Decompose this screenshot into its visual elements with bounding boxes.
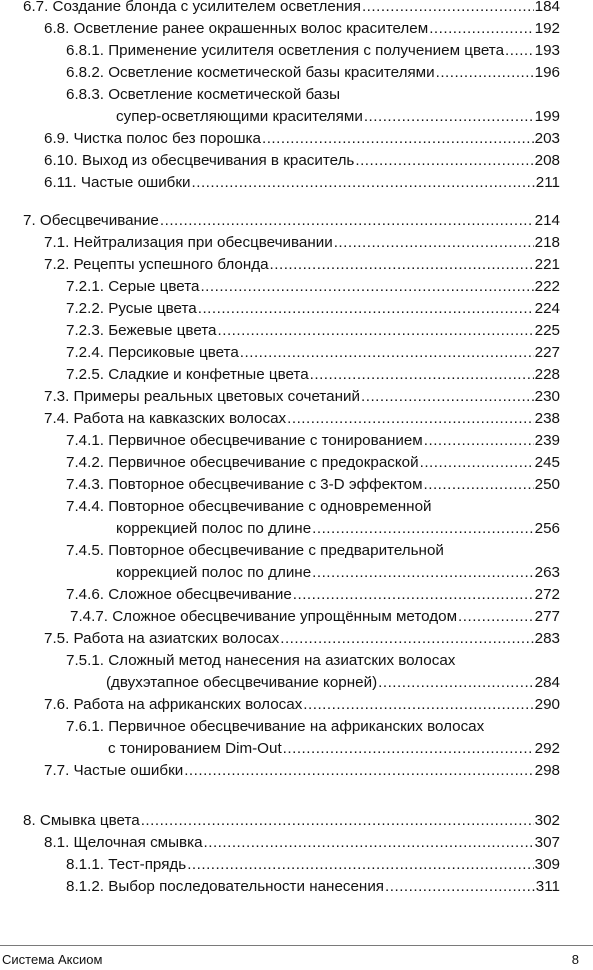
toc-entry-page: 283 bbox=[534, 630, 560, 647]
toc-entry-page: 208 bbox=[534, 152, 560, 169]
toc-entry-title: 7.5. Работа на азиатских волосах bbox=[44, 630, 280, 647]
toc-entry bbox=[0, 496, 432, 518]
toc-entry bbox=[0, 738, 560, 760]
toc-entry-page: 224 bbox=[534, 300, 560, 317]
toc-entry bbox=[0, 276, 560, 298]
toc-entry bbox=[0, 716, 484, 738]
dot-leader bbox=[334, 232, 534, 254]
footer-divider bbox=[0, 945, 593, 946]
toc-entry-title: 7.4.5. Повторное обесцвечивание с предварительной bbox=[66, 542, 444, 559]
toc-entry-page: 263 bbox=[534, 564, 560, 581]
toc-entry-page: 227 bbox=[534, 344, 560, 361]
toc-entry bbox=[0, 386, 560, 408]
dot-leader bbox=[385, 876, 535, 898]
toc-entry bbox=[0, 518, 560, 540]
toc-entry-title: 6.8.2. Осветление косметической базы красителями bbox=[66, 64, 435, 81]
toc-entry bbox=[0, 810, 560, 832]
dot-leader bbox=[312, 562, 534, 584]
toc-entry-page: 239 bbox=[534, 432, 560, 449]
toc-entry-title: 7. Обесцвечивание bbox=[23, 212, 159, 229]
dot-leader bbox=[160, 210, 534, 232]
toc-entry-page: 192 bbox=[534, 20, 560, 37]
toc-entry-title: супер-осветляющими красителями bbox=[116, 108, 363, 125]
toc-entry bbox=[0, 628, 560, 650]
toc-entry bbox=[0, 672, 560, 694]
toc-entry-page: 221 bbox=[534, 256, 560, 273]
toc-entry-page: 290 bbox=[534, 696, 560, 713]
toc-entry-title: 7.2. Рецепты успешного блонда bbox=[44, 256, 269, 273]
toc-entry bbox=[0, 408, 560, 430]
dot-leader bbox=[184, 760, 533, 782]
toc-entry-title: 6.9. Чистка полос без порошка bbox=[44, 130, 261, 147]
dot-leader bbox=[429, 18, 533, 40]
toc-entry bbox=[0, 254, 560, 276]
toc-entry-page: 311 bbox=[535, 878, 560, 895]
dot-leader bbox=[293, 584, 534, 606]
toc-entry-page: 307 bbox=[534, 834, 560, 851]
toc-entry bbox=[0, 0, 560, 18]
dot-leader bbox=[198, 298, 534, 320]
toc-entry bbox=[0, 430, 560, 452]
dot-leader bbox=[240, 342, 534, 364]
toc-entry-page: 196 bbox=[534, 64, 560, 81]
toc-entry-title: 6.8. Осветление ранее окрашенных волос красителем bbox=[44, 20, 429, 37]
toc-entry-title: 7.4.6. Сложное обесцвечивание bbox=[66, 586, 292, 603]
toc-entry-title: 6.7. Создание блонда с усилителем осветления bbox=[23, 0, 361, 15]
toc-entry-title: 7.4.3. Повторное обесцвечивание с 3-D эффектом bbox=[66, 476, 423, 493]
toc-entry-title: 8.1.1. Тест-прядь bbox=[66, 856, 187, 873]
toc-entry-title: коррекцией полос по длине bbox=[116, 564, 312, 581]
dot-leader bbox=[436, 62, 534, 84]
toc-entry bbox=[0, 584, 560, 606]
toc-entry-title: 8.1. Щелочная смывка bbox=[44, 834, 203, 851]
dot-leader bbox=[204, 832, 534, 854]
dot-leader bbox=[141, 810, 534, 832]
toc-entry-page: 193 bbox=[534, 42, 560, 59]
toc-entry-page: 292 bbox=[534, 740, 560, 757]
toc-entry-page: 284 bbox=[534, 674, 560, 691]
toc-entry-title: 7.7. Частые ошибки bbox=[44, 762, 184, 779]
toc-entry-page: 230 bbox=[534, 388, 560, 405]
dot-leader bbox=[310, 364, 534, 386]
dot-leader bbox=[505, 40, 534, 62]
toc-entry-page: 225 bbox=[534, 322, 560, 339]
dot-leader bbox=[303, 694, 533, 716]
toc-entry-title: коррекцией полос по длине bbox=[116, 520, 312, 537]
toc-entry-page: 203 bbox=[534, 130, 560, 147]
toc-entry-title: 7.4.7. Сложное обесцвечивание упрощённым методом bbox=[70, 608, 458, 625]
toc-entry-title: 7.2.1. Серые цвета bbox=[66, 278, 200, 295]
toc-entry bbox=[0, 562, 560, 584]
dot-leader bbox=[420, 452, 534, 474]
toc-entry-page: 245 bbox=[534, 454, 560, 471]
toc-entry-title: 7.6.1. Первичное обесцвечивание на африканских волосах bbox=[66, 718, 485, 735]
dot-leader bbox=[192, 172, 535, 194]
dot-leader bbox=[270, 254, 534, 276]
toc-entry-page: 256 bbox=[534, 520, 560, 537]
toc-entry bbox=[0, 694, 560, 716]
toc-entry-title: 8.1.2. Выбор последовательности нанесения bbox=[66, 878, 385, 895]
toc-entry-page: 211 bbox=[535, 174, 560, 191]
toc-entry bbox=[0, 760, 560, 782]
toc-entry-page: 222 bbox=[534, 278, 560, 295]
toc-entry-title: 7.6. Работа на африканских волосах bbox=[44, 696, 303, 713]
toc-entry bbox=[0, 40, 560, 62]
toc-entry bbox=[0, 232, 560, 254]
toc-entry-title: 7.1. Нейтрализация при обесцвечивании bbox=[44, 234, 333, 251]
dot-leader bbox=[280, 628, 533, 650]
toc-entry-title: 6.11. Частые ошибки bbox=[44, 174, 191, 191]
toc-entry-title: 7.4. Работа на кавказских волосах bbox=[44, 410, 287, 427]
toc-entry-page: 214 bbox=[534, 212, 560, 229]
dot-leader bbox=[362, 0, 534, 18]
toc-entry-title: 7.4.2. Первичное обесцвечивание с предокраской bbox=[66, 454, 419, 471]
dot-leader bbox=[364, 106, 534, 128]
dot-leader bbox=[283, 738, 534, 760]
toc-entry bbox=[0, 320, 560, 342]
toc-entry bbox=[0, 172, 560, 194]
toc-entry-page: 238 bbox=[534, 410, 560, 427]
toc-entry-page: 298 bbox=[534, 762, 560, 779]
toc-entry bbox=[0, 342, 560, 364]
toc-entry-page: 302 bbox=[534, 812, 560, 829]
footer-page-number: 8 bbox=[571, 952, 579, 967]
toc-entry bbox=[0, 854, 560, 876]
toc-entry-title: 6.10. Выход из обесцвечивания в краситель bbox=[44, 152, 355, 169]
toc-entry bbox=[0, 650, 455, 672]
toc-entry bbox=[0, 106, 560, 128]
toc-entry-page: 228 bbox=[534, 366, 560, 383]
toc-entry bbox=[0, 18, 560, 40]
toc-entry bbox=[0, 62, 560, 84]
toc-entry bbox=[0, 540, 444, 562]
toc-entry-title: 7.2.4. Персиковые цвета bbox=[66, 344, 239, 361]
footer-publisher: Система Аксиом bbox=[2, 952, 103, 967]
toc-entry bbox=[0, 474, 560, 496]
toc-entry bbox=[0, 84, 340, 106]
toc-entry-title: 7.3. Примеры реальных цветовых сочетаний bbox=[44, 388, 360, 405]
toc-entry-page: 250 bbox=[534, 476, 560, 493]
dot-leader bbox=[287, 408, 534, 430]
dot-leader bbox=[200, 276, 533, 298]
toc-entry bbox=[0, 606, 560, 628]
toc-entry bbox=[0, 298, 560, 320]
toc-entry-page: 309 bbox=[534, 856, 560, 873]
toc-entry-title: 8. Смывка цвета bbox=[23, 812, 140, 829]
toc-entry-page: 272 bbox=[534, 586, 560, 603]
toc-entry-title: 7.5.1. Сложный метод нанесения на азиатских волосах bbox=[66, 652, 456, 669]
toc-entry-title: 6.8.3. Осветление косметической базы bbox=[66, 86, 341, 103]
toc-entry bbox=[0, 876, 560, 898]
dot-leader bbox=[424, 430, 534, 452]
toc-entry bbox=[0, 128, 560, 150]
dot-leader bbox=[218, 320, 534, 342]
dot-leader bbox=[312, 518, 534, 540]
dot-leader bbox=[424, 474, 534, 496]
toc-entry-page: 277 bbox=[534, 608, 560, 625]
toc-entry-title: 7.4.4. Повторное обесцвечивание с одновременной bbox=[66, 498, 432, 515]
toc-entry bbox=[0, 364, 560, 386]
toc-entry-title: 7.2.3. Бежевые цвета bbox=[66, 322, 217, 339]
dot-leader bbox=[187, 854, 533, 876]
toc-entry-title: с тонированием Dim-Out bbox=[108, 740, 282, 757]
dot-leader bbox=[361, 386, 534, 408]
toc-entry bbox=[0, 150, 560, 172]
toc-entry bbox=[0, 210, 560, 232]
toc-entry-title: (двухэтапное обесцвечивание корней) bbox=[106, 674, 378, 691]
toc-entry-title: 6.8.1. Применение усилителя осветления с получением цвета bbox=[66, 42, 505, 59]
toc-entry bbox=[0, 452, 560, 474]
toc-entry-title: 7.2.5. Сладкие и конфетные цвета bbox=[66, 366, 309, 383]
dot-leader bbox=[355, 150, 533, 172]
toc-entry-page: 218 bbox=[534, 234, 560, 251]
toc-entry bbox=[0, 832, 560, 854]
dot-leader bbox=[378, 672, 534, 694]
toc-entry-page: 199 bbox=[534, 108, 560, 125]
toc-entry-page: 184 bbox=[534, 0, 560, 15]
dot-leader bbox=[262, 128, 534, 150]
dot-leader bbox=[458, 606, 534, 628]
toc-entry-title: 7.2.2. Русые цвета bbox=[66, 300, 197, 317]
toc-entry-title: 7.4.1. Первичное обесцвечивание с тонированием bbox=[66, 432, 423, 449]
